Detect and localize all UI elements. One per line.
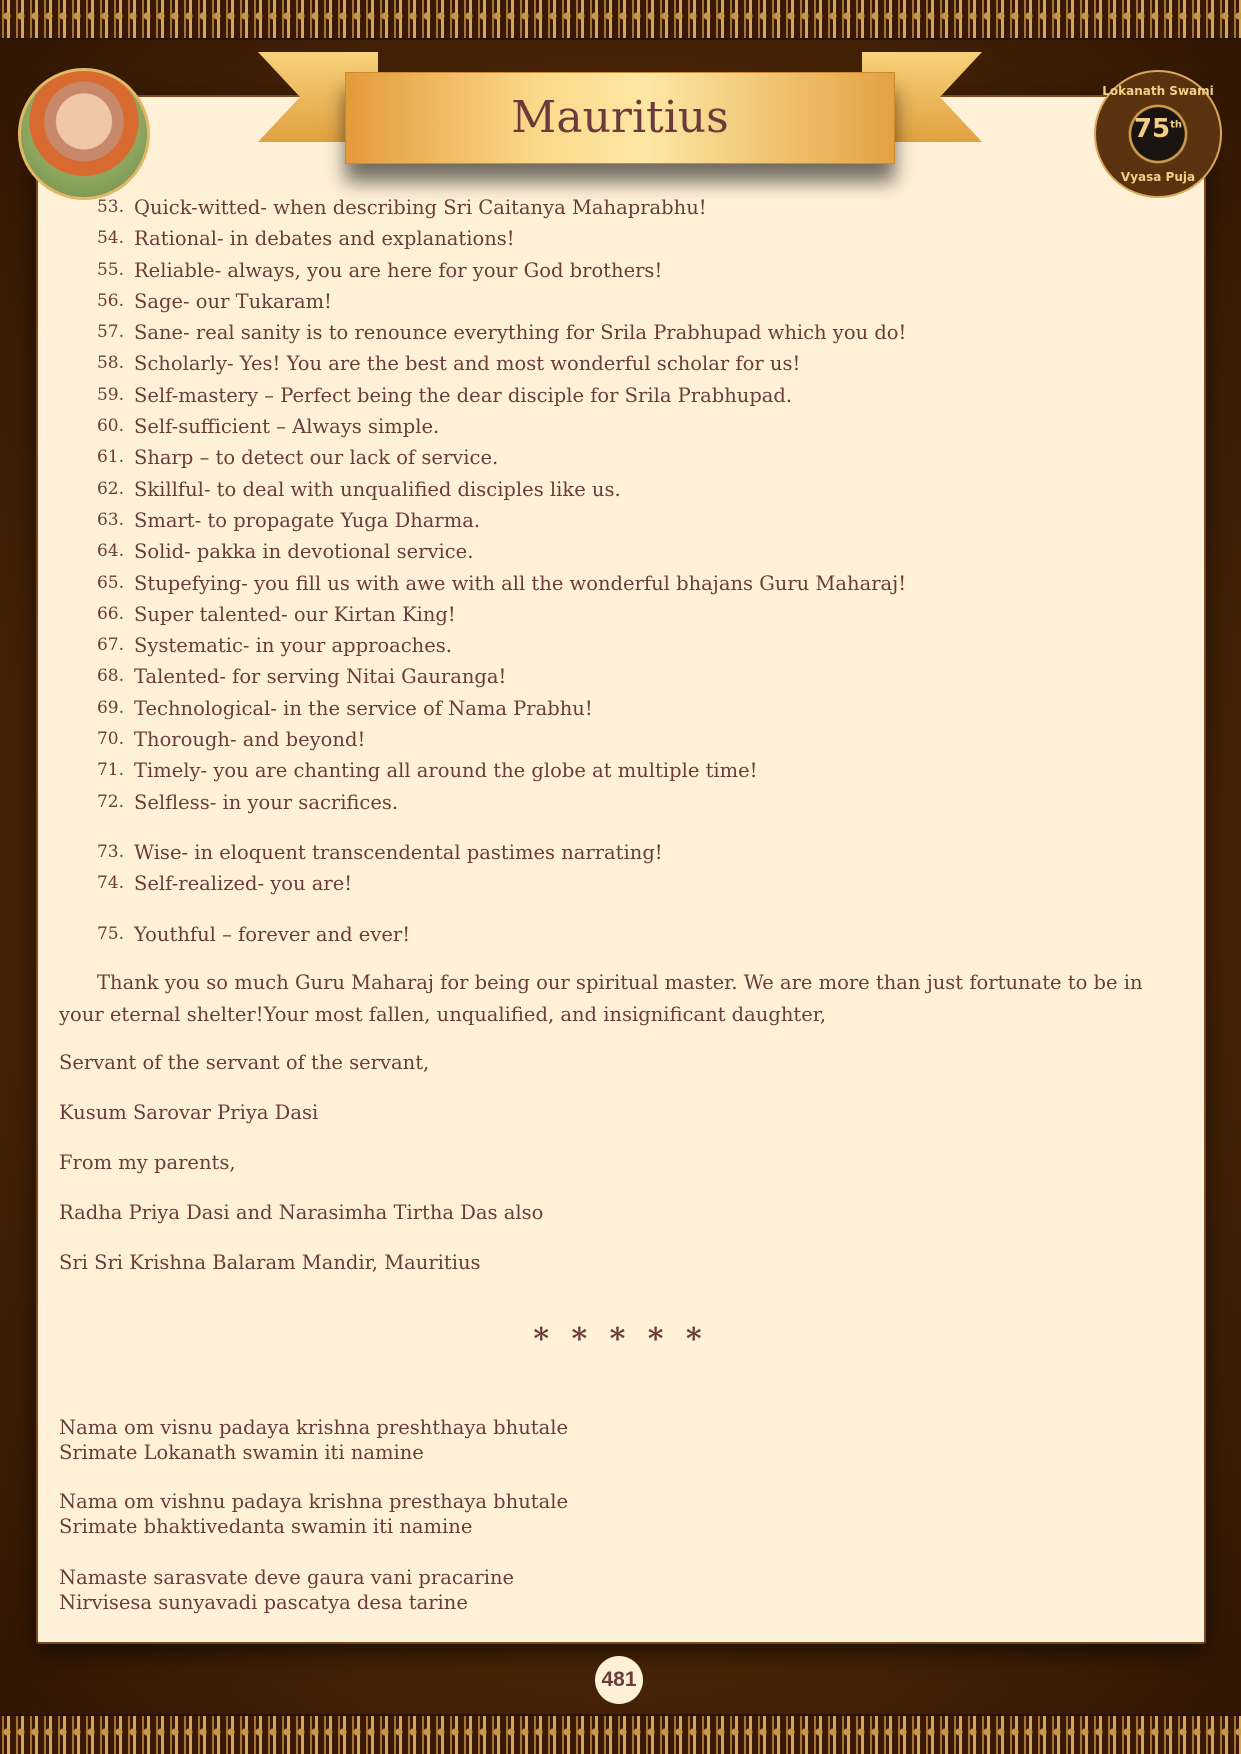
parents-names: Radha Priya Dasi and Narasimha Tirtha Das also bbox=[59, 1201, 544, 1224]
list-item bbox=[90, 223, 906, 254]
list-item bbox=[90, 599, 906, 630]
item-text: Sane- real sanity is to renounce everything for Srila Prabhupad which you do! bbox=[134, 321, 907, 345]
item-text: Technological- in the service of Nama Prabhu! bbox=[134, 696, 593, 720]
item-text: Self-sufficient – Always simple. bbox=[134, 415, 440, 439]
item-number: 70. bbox=[96, 729, 124, 750]
item-text: Self-realized- you are! bbox=[134, 872, 353, 896]
item-number: 72. bbox=[96, 791, 124, 812]
item-text: Thorough- and beyond! bbox=[134, 728, 366, 752]
list-item bbox=[90, 868, 906, 899]
page-number: 481 bbox=[595, 1656, 643, 1704]
list-item bbox=[90, 919, 906, 950]
list-item bbox=[90, 317, 906, 348]
item-number: 55. bbox=[96, 259, 124, 280]
badge-number: 75th bbox=[1133, 114, 1183, 144]
item-number: 67. bbox=[96, 635, 124, 656]
bottom-ornamental-border bbox=[0, 1714, 1241, 1754]
section-separator: * * * * * bbox=[533, 1322, 708, 1357]
list-item bbox=[90, 630, 906, 661]
item-text: Reliable- always, you are here for your God brothers! bbox=[134, 258, 663, 282]
list-item bbox=[90, 348, 906, 379]
verse: Nama om visnu padaya krishna preshthaya bhutale Srimate Lokanath swamin iti namine bbox=[59, 1416, 568, 1464]
closing-line: Servant of the servant of the servant, bbox=[59, 1051, 430, 1074]
item-number: 54. bbox=[96, 228, 124, 249]
item-number: 73. bbox=[96, 841, 124, 862]
badge-bottom-text: Vyasa Puja bbox=[1120, 170, 1196, 184]
item-number: 75. bbox=[96, 923, 124, 944]
list-item bbox=[90, 474, 906, 505]
list-item bbox=[90, 380, 906, 411]
top-ornamental-border bbox=[0, 0, 1241, 40]
item-number: 64. bbox=[96, 541, 124, 562]
item-number: 65. bbox=[96, 572, 124, 593]
thank-you-paragraph: Thank you so much Guru Maharaj for being our spiritual master. We are more than just fortunate to be in your eternal shelter!Your most fallen, unqualified, and insignificant daughter, bbox=[59, 971, 1143, 1026]
list-item bbox=[90, 787, 906, 818]
item-text: Skillful- to deal with unqualified disciples like us. bbox=[134, 477, 621, 501]
item-number: 60. bbox=[96, 416, 124, 437]
item-text: Youthful – forever and ever! bbox=[134, 922, 411, 946]
list-item bbox=[90, 536, 906, 567]
item-number: 57. bbox=[96, 322, 124, 343]
list-item bbox=[90, 192, 906, 223]
verse: Nama om vishnu padaya krishna presthaya bhutale Srimate bhaktivedanta swamin iti namine bbox=[59, 1490, 568, 1538]
item-number: 56. bbox=[96, 290, 124, 311]
guru-portrait bbox=[18, 68, 150, 200]
item-number: 69. bbox=[96, 697, 124, 718]
temple-name: Sri Sri Krishna Balaram Mandir, Mauritius bbox=[59, 1251, 481, 1274]
qualities-list bbox=[90, 192, 906, 950]
vyasa-puja-75-badge bbox=[1094, 70, 1222, 198]
list-item bbox=[90, 505, 906, 536]
item-text: Systematic- in your approaches. bbox=[134, 634, 452, 658]
list-item bbox=[90, 837, 906, 868]
item-number: 63. bbox=[96, 509, 124, 530]
item-text: Solid- pakka in devotional service. bbox=[134, 540, 474, 564]
item-text: Self-mastery – Perfect being the dear disciple for Srila Prabhupad. bbox=[134, 383, 793, 407]
item-text: Rational- in debates and explanations! bbox=[134, 227, 515, 251]
list-item bbox=[90, 442, 906, 473]
item-text: Super talented- our Kirtan King! bbox=[134, 602, 456, 626]
list-item bbox=[90, 724, 906, 755]
item-text: Timely- you are chanting all around the globe at multiple time! bbox=[134, 759, 758, 783]
item-text: Scholarly- Yes! You are the best and most wonderful scholar for us! bbox=[134, 352, 801, 376]
badge-top-text: Lokanath Swami bbox=[1102, 84, 1214, 98]
list-item bbox=[90, 411, 906, 442]
list-item bbox=[90, 255, 906, 286]
item-number: 68. bbox=[96, 666, 124, 687]
item-text: Stupefying- you fill us with awe with all the wonderful bhajans Guru Maharaj! bbox=[134, 571, 907, 595]
item-text: Quick-witted- when describing Sri Caitanya Mahaprabhu! bbox=[134, 196, 707, 219]
list-item bbox=[90, 755, 906, 786]
item-text: Sharp – to detect our lack of service. bbox=[134, 446, 499, 470]
item-number: 71. bbox=[96, 760, 124, 781]
item-number: 59. bbox=[96, 384, 124, 405]
item-text: Sage- our Tukaram! bbox=[134, 289, 332, 313]
list-item bbox=[90, 568, 906, 599]
item-number: 62. bbox=[96, 478, 124, 499]
item-text: Smart- to propagate Yuga Dharma. bbox=[134, 508, 481, 532]
item-number: 61. bbox=[96, 447, 124, 468]
page-title: Mauritius bbox=[511, 92, 729, 143]
verse: Namaste sarasvate deve gaura vani pracarine Nirvisesa sunyavadi pascatya desa tarine bbox=[59, 1566, 515, 1614]
item-text: Talented- for serving Nitai Gauranga! bbox=[134, 665, 507, 689]
list-item bbox=[90, 693, 906, 724]
item-number: 74. bbox=[96, 873, 124, 894]
item-number: 66. bbox=[96, 603, 124, 624]
closing-line: From my parents, bbox=[59, 1151, 236, 1174]
list-item bbox=[90, 661, 906, 692]
item-number: 58. bbox=[96, 353, 124, 374]
item-text: Selfless- in your sacrifices. bbox=[134, 790, 399, 814]
item-number: 53. bbox=[96, 197, 124, 217]
item-text: Wise- in eloquent transcendental pastimes narrating! bbox=[134, 840, 663, 864]
signature-name: Kusum Sarovar Priya Dasi bbox=[59, 1101, 319, 1124]
list-item bbox=[90, 286, 906, 317]
title-ribbon bbox=[345, 72, 895, 164]
